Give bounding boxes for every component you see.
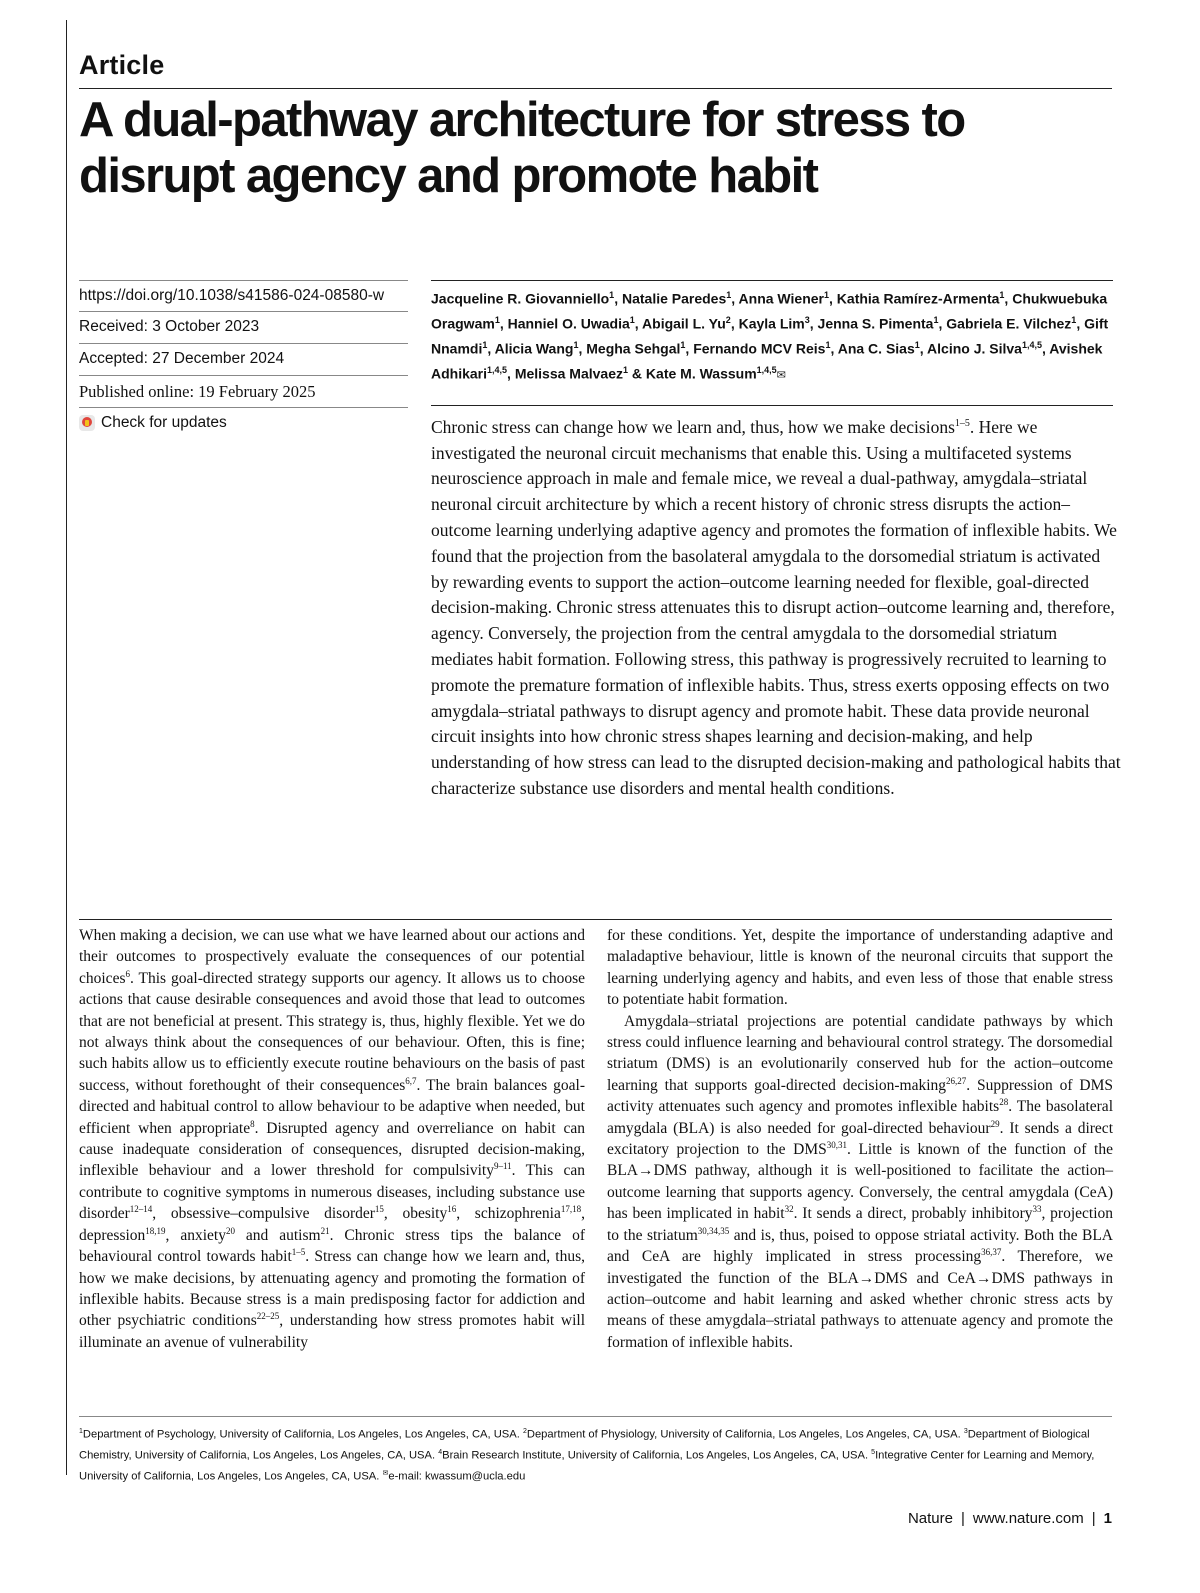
- citation-superscript: 36,37: [981, 1246, 1002, 1257]
- body-column-left: [79, 925, 585, 1353]
- citation-superscript: 26,27: [946, 1075, 967, 1086]
- author-affiliation-marker: 1: [629, 315, 635, 326]
- citation-superscript: 3: [963, 1428, 968, 1435]
- text-run: , obesity: [383, 1205, 448, 1223]
- text-run: . Here we investigated the neuronal circuit mechanisms that enable this. Using a multifaceted systems neuroscience approach in male and female mice, we reveal a dual-pathway, amygdala–striatal neuronal circuit architecture by which a recent history of chronic stress disrupts the action–outcome learning underlying adaptive agency and promotes the formation of inflexible habits. We found that the projection from the basolateral amygdala to the dorsomedial striatum is activated by rewarding events to support the action–outcome learning needed for flexible, goal-directed decision-making. Chronic stress attenuates this to disrupt action–outcome learning and, therefore, agency. Conversely, the projection from the central amygdala to the dorsomedial striatum mediates habit formation. Following stress, this pathway is progressively recruited to learning to promote the premature formation of inflexible habits. Thus, stress exerts opposing effects on two amygdala–striatal pathways to disrupt agency and promote habit. These data provide neuronal circuit insights into how chronic stress shapes learning and decision-making, and help understanding of how stress can lead to the disrupted decision-making and pathological habits that characterize substance use disorders and mental health conditions.: [431, 416, 1121, 798]
- author-affiliation-marker: 1: [680, 340, 686, 351]
- citation-superscript: ✉: [382, 1470, 389, 1478]
- author-affiliation-marker: 3: [804, 315, 810, 326]
- text-run: . This goal-directed strategy supports our agency. It allows us to choose actions that cause desirable consequences and avoid those that lead to outcomes that are not beneficial at present. This strategy is, thus, highly flexible. Yet we do not always think about the consequences of our behaviour. Often, this is fine; such habits allow us to efficiently execute routine behaviours on the basis of past success, without forethought of their consequences: [79, 969, 585, 1094]
- author-name[interactable]: Melissa Malvaez: [514, 366, 623, 383]
- citation-superscript: 17,18: [560, 1204, 582, 1215]
- author-affiliation-marker: 1,4,5: [756, 365, 777, 376]
- citation-superscript: 1–5: [291, 1246, 306, 1257]
- affiliations-rule: [79, 1416, 1112, 1417]
- body-rule: [79, 919, 1112, 920]
- text-run: When making a decision, we can use what we have learned about our actions and their outcomes to prospectively evaluate the consequences of our potential choices: [79, 927, 585, 987]
- text-run: . It sends a direct excitatory projection to the DMS: [607, 1119, 1113, 1159]
- text-run: . Stress can change how we learn and, thus, how we make decisions, by attenuating agency and promoting the formation of inflexible habits. Because stress is a main predisposing factor for addiction and other psychiatric conditions: [79, 1248, 585, 1330]
- meta-rule: [79, 375, 408, 376]
- header-rule: [79, 88, 1112, 89]
- citation-superscript: 22–25: [256, 1311, 280, 1322]
- text-run: , obsessive–compulsive disorder: [152, 1205, 375, 1223]
- citation-superscript: 15: [374, 1204, 384, 1215]
- author-name[interactable]: Chukwuebuka Oragwam: [431, 290, 1108, 332]
- author-name[interactable]: Ana C. Sias: [837, 340, 915, 357]
- abstract: [431, 411, 1121, 802]
- published-date: Published online: 19 February 2025: [79, 382, 316, 401]
- body-paragraph: [79, 925, 585, 1353]
- text-run: . The brain balances goal-directed and habitual control to allow behaviour to be adaptive when needed, but efficient when appropriate: [79, 1076, 585, 1137]
- author-name[interactable]: Jenna S. Pimenta: [817, 315, 934, 332]
- citation-superscript: 12–14: [129, 1204, 153, 1215]
- author-affiliation-marker: 1: [726, 290, 732, 300]
- meta-rule: [79, 407, 408, 408]
- article-title: A dual-pathway architecture for stress to disrupt agency and promote habit: [79, 93, 965, 203]
- author-name[interactable]: Kayla Lim: [738, 315, 805, 332]
- author-name[interactable]: Avishek Adhikari: [431, 340, 1103, 383]
- citation-superscript: 6,7: [405, 1075, 417, 1086]
- affiliations: [79, 1423, 1119, 1487]
- text-run: Brain Research Institute, University of California, Los Angeles, Los Angeles, CA, USA.: [442, 1449, 872, 1462]
- margin-rule: [66, 20, 67, 1475]
- text-run: . Therefore, we investigated the function of the BLA→DMS and CeA→DMS pathways in action–outcome and habit learning and asked whether chronic stress acts by means of these amygdala–striatal pathways to attenuate agency and promote the formation of inflexible habits.: [607, 1248, 1113, 1351]
- check-updates-label: Check for updates: [101, 414, 227, 431]
- text-run: . Chronic stress tips the balance of behavioural control towards habit: [79, 1226, 586, 1266]
- accepted-date: Accepted: 27 December 2024: [79, 350, 285, 367]
- text-run: for these conditions. Yet, despite the importance of understanding adaptive and maladaptive behaviour, little is known of the neuronal circuits that support the learning underlying agency and habits, and even less of those that enable stress to potentiate habit formation.: [607, 927, 1113, 1009]
- author-name[interactable]: Alcino J. Silva: [927, 340, 1022, 357]
- author-affiliation-marker: 1: [825, 340, 831, 351]
- citation-superscript: 29: [990, 1118, 1000, 1129]
- author-affiliation-marker: 1: [824, 290, 830, 300]
- author-name[interactable]: Fernando MCV Reis: [693, 340, 826, 357]
- author-affiliation-marker: 1: [482, 340, 488, 351]
- text-run: . Disrupted agency and overreliance on habit can cause inadequate consideration of consequences, disrupted decision-making, inflexible behaviour and a lower threshold for compulsivity: [79, 1119, 586, 1180]
- text-run: , anxiety: [165, 1226, 226, 1244]
- text-run: , depression: [79, 1205, 585, 1244]
- footer-separator: |: [960, 1510, 965, 1527]
- text-run: , projection to the striatum: [607, 1205, 1114, 1244]
- meta-rule: [79, 280, 408, 281]
- text-run: Amygdala–striatal projections are potential candidate pathways by which stress could influence learning and behavioural control strategy. The dorsomedial striatum (DMS) is an evolutionarily conserved hub for the action–outcome learning that supports goal-directed decision-making: [607, 1012, 1113, 1094]
- author-name[interactable]: Hanniel O. Uwadia: [507, 315, 630, 332]
- text-run: Integrative Center for Learning and Memory, University of California, Los Angeles, Los Angeles, CA, USA.: [79, 1449, 1095, 1484]
- author-affiliation-marker: 1: [999, 290, 1005, 300]
- text-run: Department of Biological Chemistry, University of California, Los Angeles, Los Angeles, CA, USA.: [79, 1428, 1090, 1462]
- journal-name: Nature: [907, 1510, 953, 1527]
- page-footer: [908, 1510, 1112, 1527]
- citation-superscript: 6: [125, 968, 130, 979]
- citation-superscript: 32: [784, 1204, 794, 1215]
- text-run: , understanding how stress promotes habit will illuminate an avenue of vulnerability: [79, 1312, 585, 1351]
- body-column-right: [607, 925, 1113, 1353]
- body-paragraph: [607, 925, 1113, 1011]
- text-run: and is, thus, poised to oppose striatal activity. Both the BLA and CeA are highly implicated in stress processing: [607, 1226, 1114, 1266]
- footer-separator: |: [1091, 1510, 1096, 1527]
- crossmark-icon: [79, 415, 95, 431]
- author-affiliation-marker: 1: [609, 290, 615, 300]
- text-run: . The basolateral amygdala (BLA) is also needed for goal-directed behaviour: [607, 1098, 1113, 1137]
- text-run: and autism: [234, 1226, 321, 1244]
- author-name[interactable]: Abigail L. Yu: [642, 315, 726, 332]
- body-paragraph: [607, 1011, 1113, 1354]
- authors-rule: [431, 280, 1113, 281]
- author-name[interactable]: Alicia Wang: [494, 340, 574, 357]
- meta-rule: [79, 343, 408, 344]
- citation-superscript: 1: [79, 1428, 83, 1435]
- author-affiliation-marker: 1: [623, 365, 629, 376]
- author-name[interactable]: Jacqueline R. Giovanniello: [431, 290, 610, 307]
- citation-superscript: 30,34,35: [697, 1225, 730, 1236]
- author-affiliation-marker: 1,4,5: [1021, 340, 1042, 351]
- author-affiliation-marker: 1: [1071, 315, 1077, 326]
- author-name[interactable]: Natalie Paredes: [621, 290, 727, 307]
- text-run: . Suppression of DMS activity attenuates such agency and promotes inflexible habits: [607, 1076, 1113, 1116]
- citation-superscript: 1–5: [954, 418, 970, 429]
- text-run: , schizophrenia: [456, 1205, 561, 1223]
- email-icon[interactable]: ✉: [776, 370, 786, 383]
- received-date: Received: 3 October 2023: [79, 318, 260, 335]
- author-list: Jacqueline R. Giovanniello$^1$, Natalie Paredes$^1$, Anna Wiener$^1$, Kathia Ramírez-Armenta$^1$, Chukwuebuka Oragwam$^1$, Hanniel O. Uwadia$^1$, Abigail L. Yu$^2$, Kayla Lim$^3$, Jenna S. Pimenta$^1$, Gabriela E. Vilchez$^1$, Gift Nnamdi$^1$, Alicia Wang$^1$, Megha Sehgal$^1$, Fernando MCV Reis$^1$, Ana C. Sias$^1$, Alcino J. Silva$^{1,4,5}$, Avishek Adhikari$^{1,4,5}$, Melissa Malvaez$^1$ & Kate M. Wassum$^{1,4,5}$✉: [431, 290, 1109, 383]
- author-name[interactable]: Gabriela E. Vilchez: [946, 315, 1072, 332]
- text-run: Chronic stress can change how we learn and, thus, how we make decisions: [431, 416, 955, 437]
- citation-superscript: 4: [438, 1449, 443, 1457]
- citation-superscript: 18,19: [145, 1225, 166, 1236]
- citation-superscript: 30,31: [826, 1139, 847, 1150]
- author-name[interactable]: Anna Wiener: [738, 290, 824, 307]
- citation-superscript: 21: [320, 1225, 330, 1236]
- doi-link[interactable]: https://doi.org/10.1038/s41586-024-08580-w: [79, 287, 385, 304]
- meta-rule: [79, 311, 408, 312]
- text-run: . Little is known of the function of the BLA→DMS pathway, although it is well-positioned to facilitate the action–outcome learning that supports agency. Conversely, the central amygdala (CeA) has been implicated in habit: [607, 1141, 1113, 1223]
- author-conjunction: &: [631, 366, 643, 383]
- citation-superscript: 28: [999, 1097, 1009, 1108]
- text-run: . This can contribute to cognitive symptoms in numerous diseases, including substance use disorder: [79, 1162, 585, 1223]
- author-affiliation-marker: 1: [494, 315, 500, 326]
- author-affiliation-marker: 1: [573, 340, 579, 351]
- text-run: Department of Physiology, University of California, Los Angeles, Los Angeles, CA, USA.: [526, 1428, 964, 1441]
- journal-website[interactable]: www.nature.com: [972, 1510, 1084, 1527]
- author-name[interactable]: Kate M. Wassum: [645, 366, 757, 383]
- check-updates-link[interactable]: [79, 414, 227, 432]
- text-run: e-mail: kwassum@ucla.edu: [388, 1471, 526, 1484]
- citation-superscript: 33: [1032, 1204, 1042, 1215]
- author-affiliation-marker: 1: [914, 340, 920, 351]
- article-type-label: Article: [79, 50, 165, 80]
- author-name[interactable]: Kathia Ramírez-Armenta: [836, 290, 1000, 307]
- author-affiliation-marker: 1: [933, 315, 939, 326]
- citation-superscript: 20: [225, 1225, 235, 1236]
- text-run: . It sends a direct, probably inhibitory: [793, 1205, 1033, 1223]
- page-number: 1: [1103, 1510, 1112, 1527]
- author-name[interactable]: Megha Sehgal: [586, 340, 681, 357]
- citation-superscript: 5: [871, 1449, 876, 1457]
- author-affiliation-marker: 1,4,5: [487, 365, 508, 376]
- abstract-rule: [431, 405, 1113, 406]
- citation-superscript: 8: [250, 1118, 255, 1129]
- citation-superscript: 9–11: [493, 1161, 512, 1172]
- citation-superscript: 16: [447, 1204, 457, 1215]
- citation-superscript: 2: [522, 1428, 527, 1435]
- author-name[interactable]: Gift Nnamdi: [431, 315, 1109, 357]
- author-affiliation-marker: 2: [725, 315, 731, 326]
- text-run: Department of Psychology, University of California, Los Angeles, Los Angeles, CA, USA.: [82, 1428, 523, 1441]
